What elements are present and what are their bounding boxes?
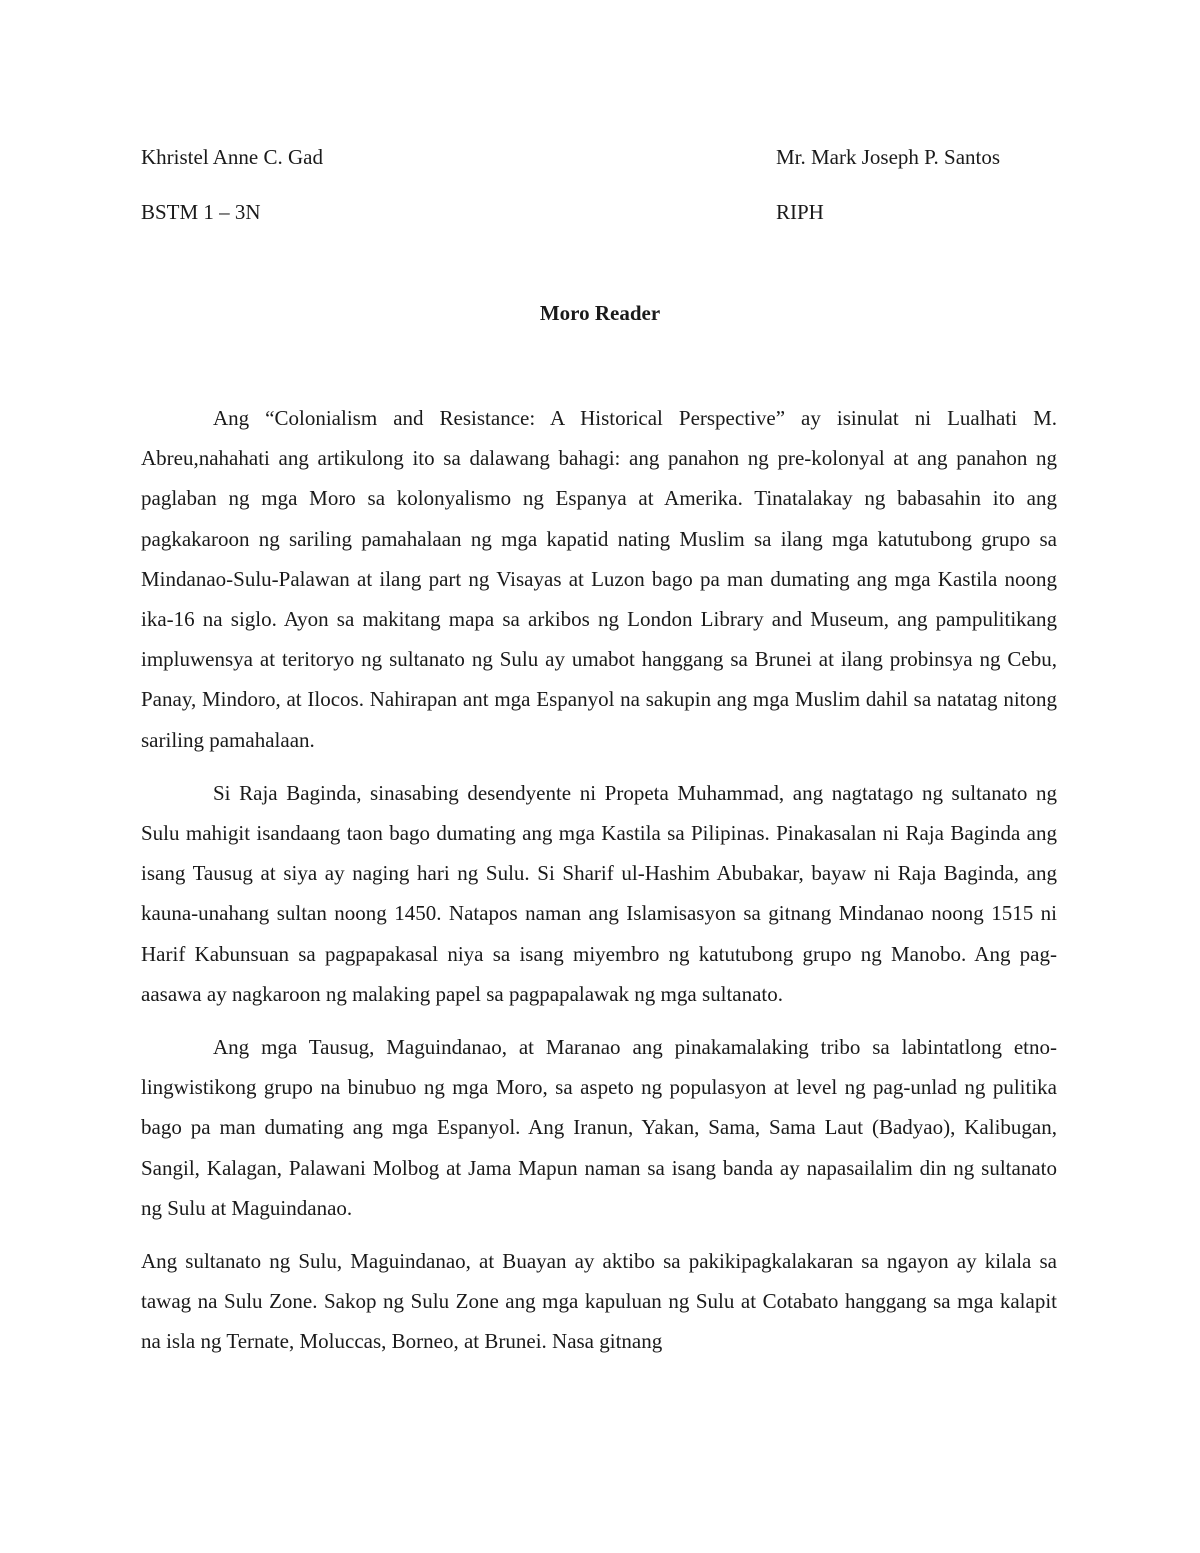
student-name: Khristel Anne C. Gad — [141, 145, 323, 169]
paragraph-1: Ang “Colonialism and Resistance: A Historical Perspective” ay isinulat ni Lualhati M. Abreu,nahahati ang artikulong ito sa dalawang bahagi: ang panahon ng pre-kolonyal at ang panahon ng paglaban ng mga Moro sa kolonyalismo ng Espanya at Amerika. Tinatalakay ng babasahin ito ang pagkakaroon ng sariling pamahalaan ng mga kapatid nating Muslim sa ilang mga katutubong grupo sa Mindanao-Sulu-Palawan at ilang part ng Visayas at Luzon bago pa man dumating ang mga Kastila noong ika-16 na siglo. Ayon sa makitang mapa sa arkibos ng London Library and Museum, ang pampulitikang impluwensya at teritoryo ng sultanato ng Sulu ay umabot hanggang sa Brunei at ilang probinsya ng Cebu, Panay, Mindoro, at Ilocos. Nahirapan ant mga Espanyol na sakupin ang mga Muslim dahil sa natatag nitong sariling pamahalaan. — [141, 406, 1057, 752]
paragraph-3: Ang mga Tausug, Maguindanao, at Maranao ang pinakamalaking tribo sa labintatlong etno-lingwistikong grupo na binubuo ng mga Moro, sa aspeto ng populasyon at level ng pag-unlad ng pulitika bago pa man dumating ang mga Espanyol. Ang Iranun, Yakan, Sama, Sama Laut (Badyao), Kalibugan, Sangil, Kalagan, Palawani Molbog at Jama Mapun naman sa isang banda ay napasailalim din ng sultanato ng Sulu at Maguindanao. — [141, 1035, 1057, 1220]
paragraph-4: Ang sultanato ng Sulu, Maguindanao, at Buayan ay aktibo sa pakikipagkalakaran sa ngayon ay kilala sa tawag na Sulu Zone. Sakop ng Sulu Zone ang mga kapuluan ng Sulu at Cotabato hanggang sa mga kalapit na isla ng Ternate, Moluccas, Borneo, at Brunei. Nasa gitnang — [141, 1249, 1057, 1354]
section-label: BSTM 1 – 3N — [141, 200, 261, 224]
document-title: Moro Reader — [539, 301, 661, 325]
instructor-name: Mr. Mark Joseph P. Santos — [776, 145, 1001, 169]
document-body — [141, 398, 1057, 1375]
course-label: RIPH — [776, 200, 824, 224]
paragraph-2: Si Raja Baginda, sinasabing desendyente ni Propeta Muhammad, ang nagtatago ng sultanato ng Sulu mahigit isandaang taon bago dumating ang mga Kastila sa Pilipinas. Pinakasalan ni Raja Baginda ang isang Tausug at siya ay naging hari ng Sulu. Si Sharif ul-Hashim Abubakar, bayaw ni Raja Baginda, ang kauna-unahang sultan noong 1450. Natapos naman ang Islamisasyon sa gitnang Mindanao noong 1515 ni Harif Kabunsuan sa pagpapakasal niya sa isang miyembro ng katutubong grupo ng Manobo. Ang pag-aasawa ay nagkaroon ng malaking papel sa pagpapalawak ng mga sultanato. — [141, 780, 1057, 1006]
